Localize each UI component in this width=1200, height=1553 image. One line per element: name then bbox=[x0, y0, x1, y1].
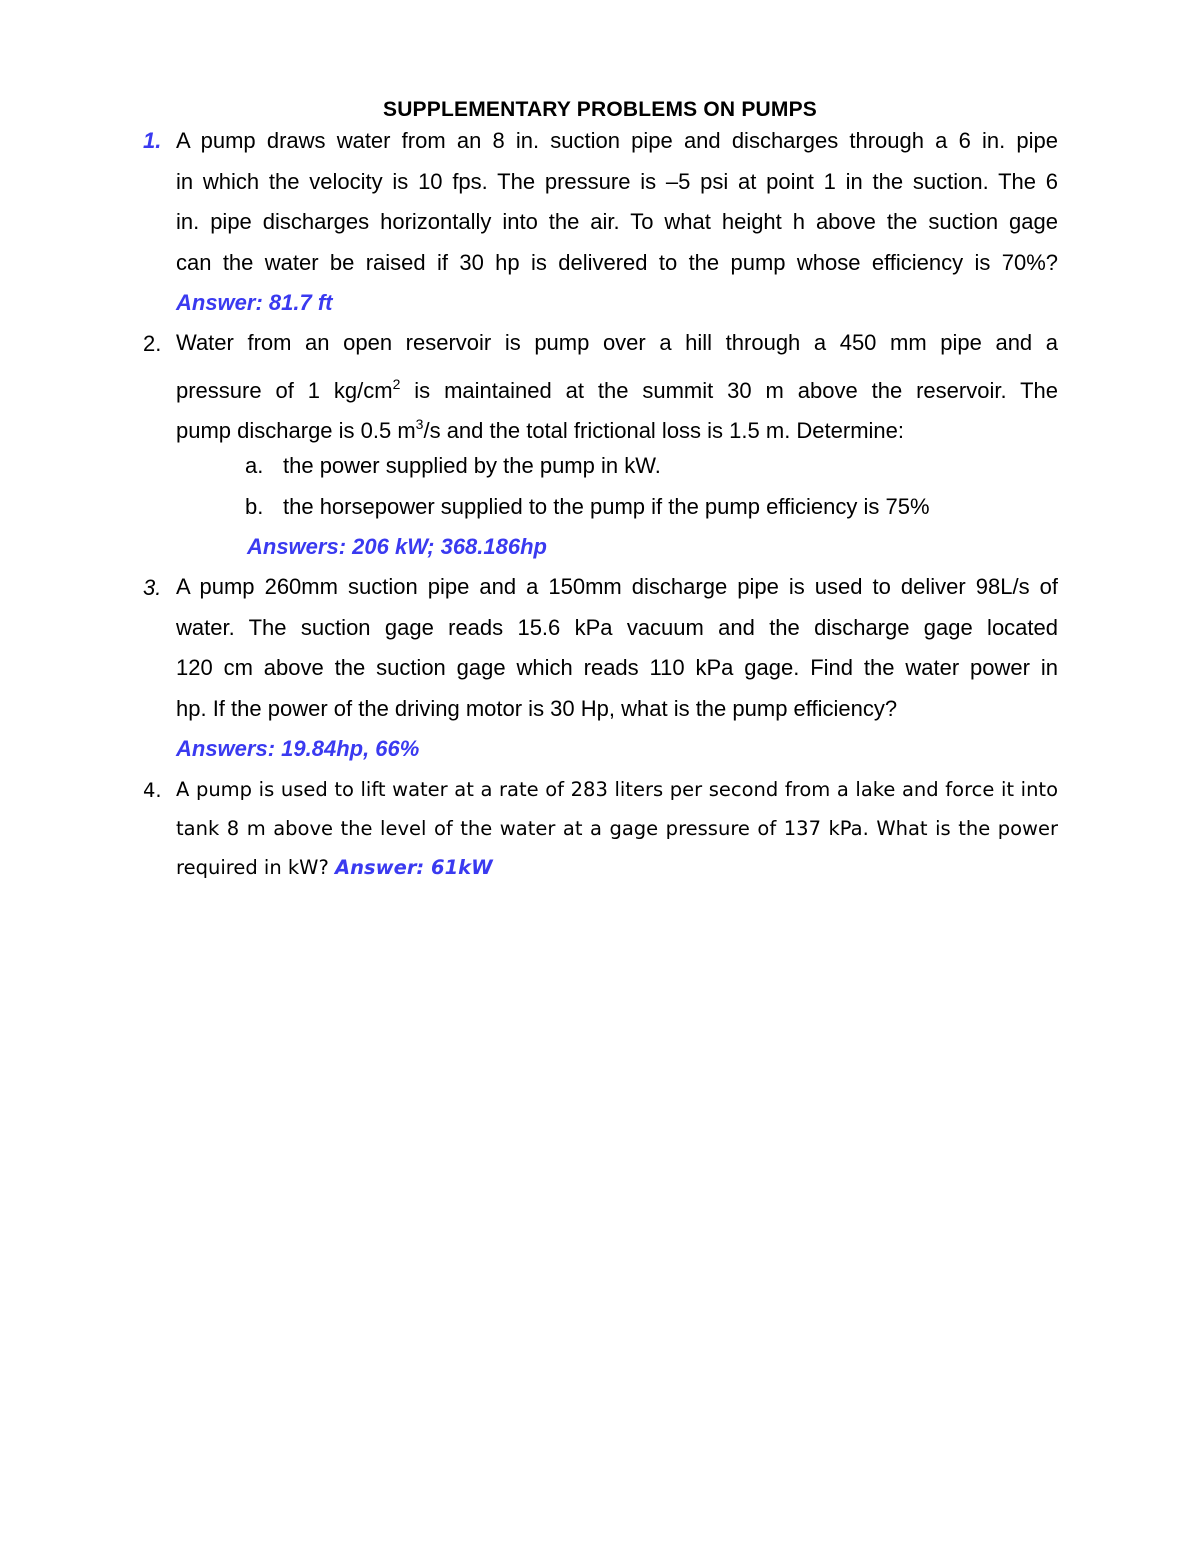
problem-3 bbox=[176, 567, 1058, 770]
problem-4-number: 4. bbox=[143, 779, 162, 802]
problem-2-number: 2. bbox=[143, 331, 162, 356]
problem-3-line: 120 cm above the suction gage which reads 110 kPa gage. Find the water power in bbox=[176, 655, 1058, 680]
problem-3-answer: Answers: 19.84hp, 66% bbox=[176, 736, 420, 761]
sub-item-a-text: the power supplied by the pump in kW. bbox=[283, 453, 661, 478]
problem-2 bbox=[176, 323, 1058, 445]
problem-3-number: 3. bbox=[143, 575, 162, 600]
problem-1-number: 1. bbox=[143, 128, 162, 153]
problem-1-answer: Answer: 81.7 ft bbox=[176, 290, 333, 315]
problem-1-line: in. pipe discharges horizontally into the air. To what height h above the suction gage bbox=[176, 209, 1058, 234]
problem-4-line: tank 8 m above the level of the water at a gage pressure of 137 kPa. What is the power bbox=[176, 817, 1058, 840]
sub-item-b-text: the horsepower supplied to the pump if the pump efficiency is 75% bbox=[283, 494, 930, 519]
problem-4 bbox=[176, 770, 1058, 887]
problem-3-line: hp. If the power of the driving motor is 30 Hp, what is the pump efficiency? bbox=[176, 695, 898, 721]
problem-2-answer: Answers: 206 kW; 368.186hp bbox=[247, 534, 547, 559]
problem-1-line: in which the velocity is 10 fps. The pressure is –5 psi at point 1 in the suction. The 6 bbox=[176, 168, 1058, 194]
problem-1-line: can the water be raised if 30 hp is delivered to the pump whose efficiency is 70%? bbox=[176, 249, 1058, 275]
problem-2-line: pump discharge is 0.5 $m^3/s$ and the total frictional loss is 1.5 m. Determine: bbox=[176, 416, 905, 443]
problem-4-line: required in kW? Answer: 61kW bbox=[176, 856, 493, 879]
problem-4-line: A pump is used to lift water at a rate of 283 liters per second from a lake and force it into bbox=[176, 778, 1058, 801]
problem-4-answer: Answer: 61kW bbox=[335, 856, 493, 879]
problem-3-line: water. The suction gage reads 15.6 kPa vacuum and the discharge gage located bbox=[176, 614, 1058, 640]
sub-item-b-label: b. bbox=[245, 494, 264, 519]
problem-3-line: A pump 260mm suction pipe and a 150mm discharge pipe is used to deliver 98L/s of bbox=[176, 574, 1058, 599]
problem-1 bbox=[176, 121, 1058, 324]
problem-2-line: pressure of 1 $kg/cm^2$ is maintained at the summit 30 m above the reservoir. The bbox=[176, 375, 1058, 403]
problem-1-line: A pump draws water from an 8 in. suction pipe and discharges through a 6 in. pipe bbox=[176, 128, 1058, 153]
page-title: SUPPLEMENTARY PROBLEMS ON PUMPS bbox=[382, 98, 818, 121]
problem-2-line: Water from an open reservoir is pump over a hill through a 450 mm pipe and a bbox=[176, 330, 1058, 355]
sub-item-a-label: a. bbox=[245, 453, 264, 478]
